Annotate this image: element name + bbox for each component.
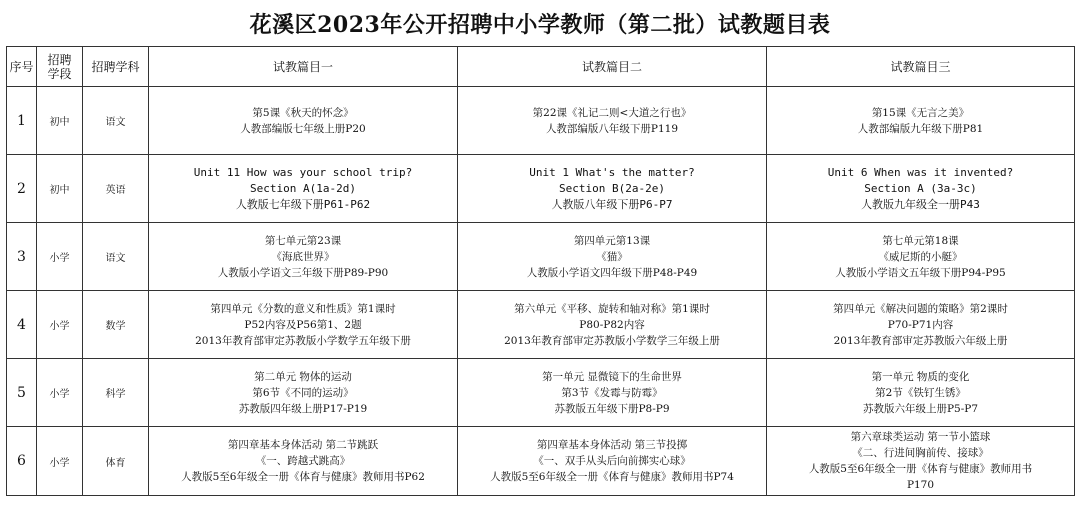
header-topic3: 试教篇目三 <box>767 47 1075 87</box>
row-subject: 语文 <box>83 223 149 291</box>
row-number: 1 <box>7 87 37 155</box>
topic-line: 2013年教育部审定苏教版小学数学三年级上册 <box>504 334 720 347</box>
topic-line: Section A(1a-2d) <box>250 181 356 195</box>
row-number: 5 <box>7 359 37 427</box>
topic-1-cell <box>149 223 458 291</box>
row-stage: 小学 <box>37 223 83 291</box>
topic-line: 《海底世界》 <box>271 250 335 263</box>
header-stage-line2: 学段 <box>47 66 72 81</box>
header-topic2: 试教篇目二 <box>458 47 767 87</box>
row-subject: 英语 <box>83 155 149 223</box>
topic-line: 第6节《不同的运动》 <box>252 386 354 399</box>
header-topic1: 试教篇目一 <box>149 47 458 87</box>
topic-line: Section A (3a-3c) <box>864 181 977 195</box>
row-stage: 初中 <box>37 155 83 223</box>
topic-line: 第六章球类运动 第一节小篮球 <box>850 431 991 443</box>
topic-line: 第一单元 物质的变化 <box>871 370 970 383</box>
topic-1-cell <box>149 155 458 223</box>
table-row <box>7 87 1075 155</box>
topic-2-cell <box>458 223 767 291</box>
topic-line: 第四单元第13课 <box>573 234 651 247</box>
table-row <box>7 223 1075 291</box>
table-row <box>7 427 1075 496</box>
topic-2-cell <box>458 87 767 155</box>
topic-line: 苏教版六年级上册P5-P7 <box>862 402 979 415</box>
row-subject: 科学 <box>83 359 149 427</box>
row-subject: 数学 <box>83 291 149 359</box>
topic-line: 苏教版五年级下册P8-P9 <box>554 402 670 415</box>
topic-line: 第四章基本身体活动 第二节跳跃 <box>227 439 379 451</box>
topic-line: Unit 1 What's the matter? <box>529 165 695 179</box>
topic-3-cell <box>767 291 1075 359</box>
table-row <box>7 155 1075 223</box>
header-stage <box>37 47 83 87</box>
topic-line: 《猫》 <box>596 250 628 263</box>
topic-line: 《二、行进间胸前传、接球》 <box>852 447 989 459</box>
topic-2-cell <box>458 155 767 223</box>
topic-line: 《威尼斯的小艇》 <box>878 250 963 263</box>
topic-line: 人教版小学语文四年级下册P48-P49 <box>526 266 698 279</box>
row-subject: 语文 <box>83 87 149 155</box>
topic-3-cell <box>767 155 1075 223</box>
topic-line: 2013年教育部审定苏教版六年级上册 <box>833 334 1008 347</box>
topic-line: 人教版5至6年级全一册《体育与健康》教师用书 <box>808 463 1033 475</box>
topic-line: 第2节《铁钉生锈》 <box>875 386 966 399</box>
topic-line: 人教版小学语文五年级下册P94-P95 <box>835 266 1006 279</box>
topic-line: 人教版八年级下册P6-P7 <box>551 197 673 211</box>
row-subject: 体育 <box>83 427 149 496</box>
row-number: 3 <box>7 223 37 291</box>
topics-table <box>6 46 1075 496</box>
topic-line: 《一、跨越式跳高》 <box>255 455 351 467</box>
row-stage: 小学 <box>37 359 83 427</box>
topic-line: 第3节《发霉与防霉》 <box>561 386 663 399</box>
topic-line: Unit 6 When was it invented? <box>827 165 1014 179</box>
header-no: 序号 <box>7 47 37 87</box>
header-subject: 招聘学科 <box>83 47 149 87</box>
topic-line: 第四单元《解决问题的策略》第2课时 <box>833 302 1008 315</box>
topic-1-cell <box>149 291 458 359</box>
topic-line: 第七单元第23课 <box>264 234 342 247</box>
topic-line: P170 <box>906 479 935 491</box>
topic-3-cell <box>767 427 1075 496</box>
row-number: 2 <box>7 155 37 223</box>
topic-line: 第二单元 物体的运动 <box>254 370 352 383</box>
row-stage: 小学 <box>37 427 83 496</box>
topic-line: 人教部编版九年级下册P81 <box>857 122 984 135</box>
topic-line: 苏教版四年级上册P17-P19 <box>238 402 368 415</box>
topic-line: Section B(2a-2e) <box>559 181 665 195</box>
topic-line: 人教部编版八年级下册P119 <box>545 122 679 135</box>
topic-line: P52内容及P56第1、2题 <box>244 318 362 331</box>
topic-1-cell <box>149 359 458 427</box>
topic-line: 第六单元《平移、旋转和轴对称》第1课时 <box>514 302 710 315</box>
topic-2-cell <box>458 359 767 427</box>
row-number: 4 <box>7 291 37 359</box>
topic-line: 2013年教育部审定苏教版小学数学五年级下册 <box>195 334 411 347</box>
topic-line: 人教版5至6年级全一册《体育与健康》教师用书P74 <box>490 471 734 483</box>
topic-1-cell <box>149 87 458 155</box>
topic-line: 人教部编版七年级上册P20 <box>240 122 366 135</box>
topic-3-cell <box>767 223 1075 291</box>
row-stage: 初中 <box>37 87 83 155</box>
topic-line: 第一单元 显微镜下的生命世界 <box>542 370 682 383</box>
table-row <box>7 359 1075 427</box>
topic-2-cell <box>458 291 767 359</box>
topic-line: 人教版九年级全一册P43 <box>861 197 980 211</box>
topic-line: 人教版七年级下册P61-P62 <box>235 197 371 211</box>
table-header-row <box>7 47 1075 87</box>
row-number: 6 <box>7 427 37 496</box>
topic-1-cell <box>149 427 458 496</box>
topic-line: P70-P71内容 <box>887 318 954 331</box>
topic-line: Unit 11 How was your school trip? <box>193 165 413 179</box>
topic-line: 第5课《秋天的怀念》 <box>252 106 354 119</box>
document-title: 花溪区2023年公开招聘中小学教师（第二批）试教题目表 <box>249 11 831 38</box>
table-row <box>7 291 1075 359</box>
topic-line: 人教版小学语文三年级下册P89-P90 <box>217 266 389 279</box>
topic-line: 《一、双手从头后向前掷实心球》 <box>533 455 691 467</box>
topic-3-cell <box>767 359 1075 427</box>
topic-line: 第七单元第18课 <box>882 234 959 247</box>
topic-line: P80-P82内容 <box>579 318 645 331</box>
topic-2-cell <box>458 427 767 496</box>
header-stage-line1: 招聘 <box>47 52 72 67</box>
topic-3-cell <box>767 87 1075 155</box>
row-stage: 小学 <box>37 291 83 359</box>
topic-line: 第22课《礼记二则<大道之行也》 <box>532 106 692 119</box>
topic-line: 第15课《无言之美》 <box>871 106 970 119</box>
topic-line: 人教版5至6年级全一册《体育与健康》教师用书P62 <box>181 471 425 483</box>
topic-line: 第四章基本身体活动 第三节投掷 <box>536 439 688 451</box>
topic-line: 第四单元《分数的意义和性质》第1课时 <box>210 302 396 315</box>
